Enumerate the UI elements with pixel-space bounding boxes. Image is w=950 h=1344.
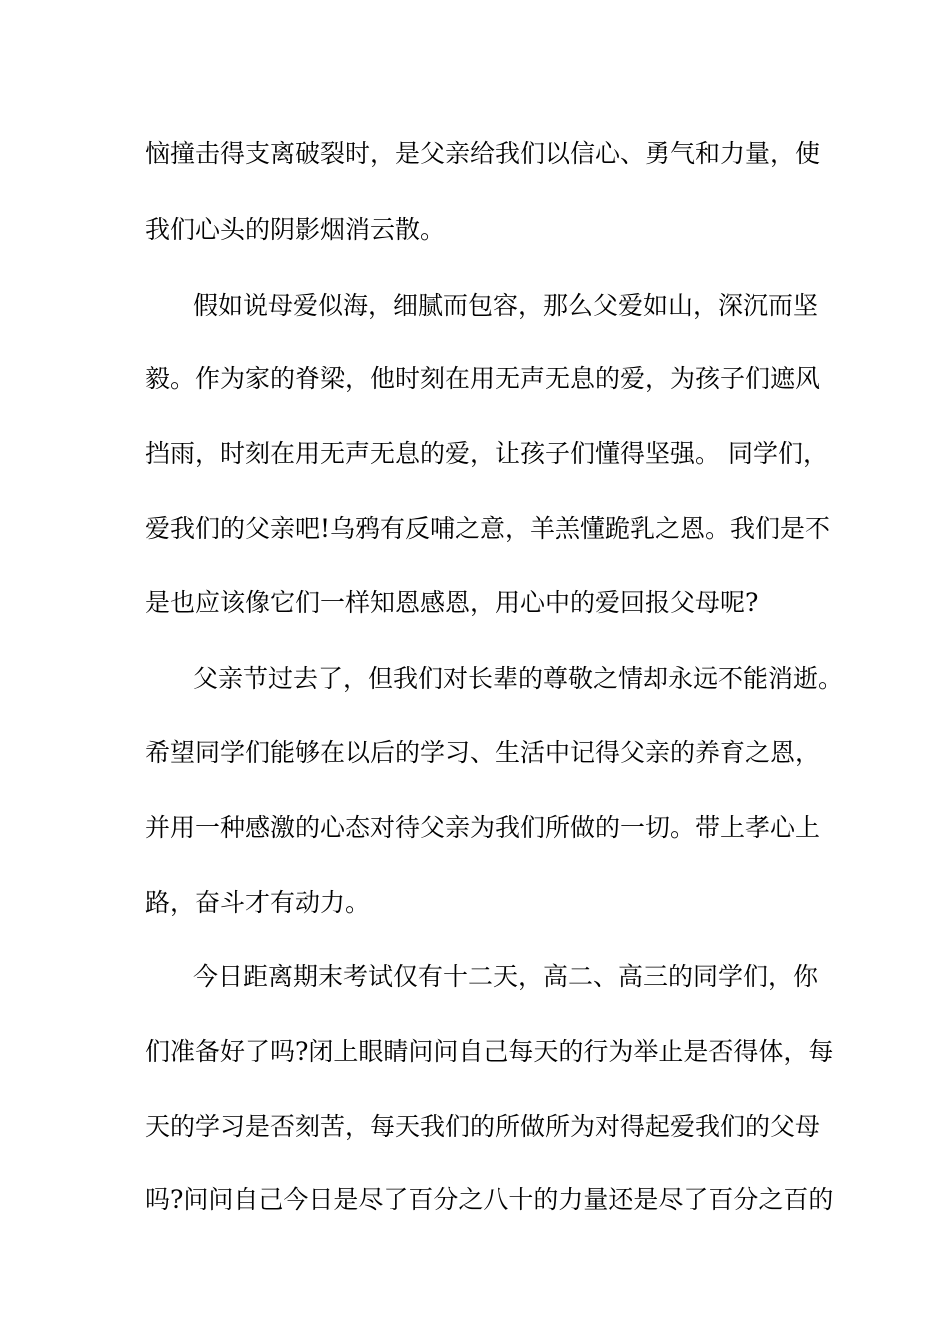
text-line-10: 并用一种感激的心态对待父亲为我们所做的一切。带上孝心上 bbox=[145, 813, 821, 842]
text-line-9: 希望同学们能够在以后的学习、生活中记得父亲的养育之恩， bbox=[145, 738, 821, 767]
text-line-1: 恼撞击得支离破裂时，是父亲给我们以信心、勇气和力量，使 bbox=[145, 139, 821, 168]
text-line-15: 吗?问问自己今日是尽了百分之八十的力量还是尽了百分之百的 bbox=[145, 1185, 834, 1214]
text-line-3: 假如说母爱似海，细腻而包容，那么父爱如山，深沉而坚 bbox=[193, 291, 819, 320]
text-line-7: 是也应该像它们一样知恩感恩，用心中的爱回报父母呢? bbox=[145, 588, 759, 617]
text-line-4: 毅。作为家的脊梁，他时刻在用无声无息的爱，为孩子们遮风 bbox=[145, 364, 821, 393]
text-line-11: 路，奋斗才有动力。 bbox=[145, 888, 371, 917]
text-line-6: 爱我们的父亲吧!乌鸦有反哺之意，羊羔懂跪乳之恩。我们是不 bbox=[145, 514, 831, 543]
text-line-12: 今日距离期末考试仅有十二天，高二、高三的同学们，你 bbox=[193, 962, 819, 991]
text-line-2: 我们心头的阴影烟消云散。 bbox=[145, 215, 446, 244]
text-line-13: 们准备好了吗?闭上眼睛问问自己每天的行为举止是否得体，每 bbox=[145, 1037, 834, 1066]
text-line-5: 挡雨，时刻在用无声无息的爱，让孩子们懂得坚强。 同学们， bbox=[145, 439, 828, 468]
text-line-14: 天的学习是否刻苦，每天我们的所做所为对得起爱我们的父母 bbox=[145, 1112, 821, 1141]
text-line-8: 父亲节过去了，但我们对长辈的尊敬之情却永远不能消逝。 bbox=[193, 664, 844, 693]
